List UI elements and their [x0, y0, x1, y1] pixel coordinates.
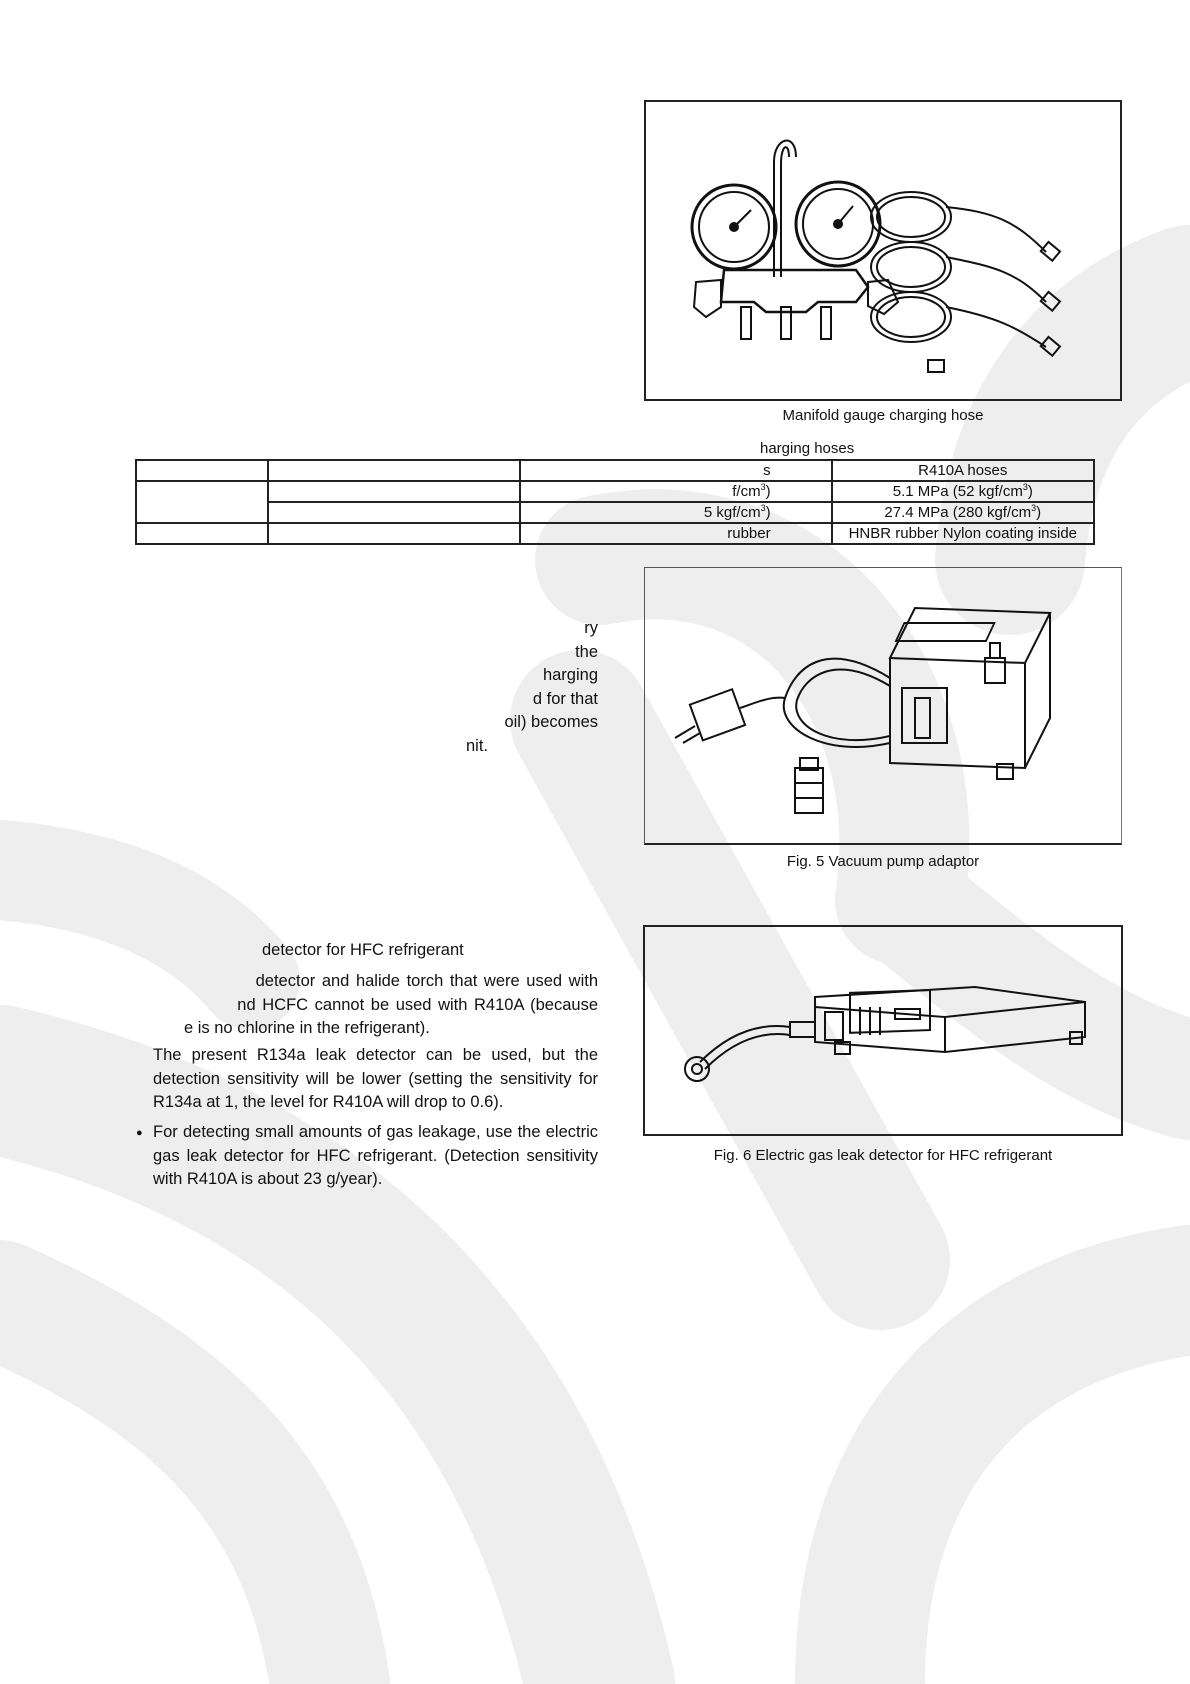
table-cell — [520, 502, 832, 523]
figure-caption-manifold: Manifold gauge charging hose — [782, 407, 984, 424]
table-cell — [268, 481, 520, 502]
table-cell — [268, 460, 520, 481]
leak-fragment-3: e is no chlorine in the refrigerant). — [184, 1019, 430, 1037]
table-cell: HNBR rubber Nylon coating inside — [832, 523, 1094, 544]
table-cell — [268, 502, 520, 523]
text-line: oil) becomes — [504, 713, 598, 731]
text-line: d for that — [532, 689, 598, 708]
paragraph-text: For detecting small amounts of gas leakage, use the electric gas leak detector for HFC refrigerant. (Detection sensitivity with R410A is about 23 g/year). — [153, 1123, 598, 1188]
leak-section-heading: detector for HFC refrigerant — [262, 941, 464, 959]
table-cell: s — [520, 460, 832, 481]
figure-manifold-gauge — [644, 100, 1122, 401]
table-cell — [268, 523, 520, 544]
table-cell — [832, 502, 1094, 523]
table-row — [136, 502, 1094, 523]
vacuum-pump-illustration — [645, 568, 1119, 842]
table-cell: rubber — [520, 523, 832, 544]
table-cell — [136, 481, 268, 523]
leak-paragraph-r134a — [153, 1044, 598, 1115]
figure-caption-vacuum: Fig. 5 Vacuum pump adaptor — [786, 853, 980, 870]
cell-text: 5 kgf/$cm^3$) — [703, 503, 771, 521]
table-cell — [136, 523, 268, 544]
text-line: nit. — [465, 736, 488, 755]
table-row — [136, 460, 1094, 481]
cell-text: 5.1 MPa (52 kgf/$cm^3$) — [892, 482, 1033, 500]
table-row — [136, 481, 1094, 502]
figure-caption-leak-detector: Fig. 6 Electric gas leak detector for HFC refrigerant — [713, 1147, 1053, 1164]
paragraph-text: The present R134a leak detector can be used, but the detection sensitivity will be lower (setting the sensitivity for R134a at 1, the level for R410A will drop to 0.6). — [153, 1046, 598, 1111]
manifold-gauge-illustration — [646, 102, 1120, 399]
cell-text: 27.4 MPa (280 kgf/$cm^3$) — [884, 503, 1042, 521]
text-line: ry — [584, 619, 598, 637]
cell-text: $f/cm^3$) — [732, 482, 771, 500]
table-title: harging hoses — [760, 440, 855, 457]
leak-fragment-2: nd HCFC cannot be used with R410A (because — [237, 996, 598, 1014]
table-cell: R410A hoses — [832, 460, 1094, 481]
table-cell — [520, 481, 832, 502]
text-line: the — [575, 642, 598, 661]
bullet-icon: ● — [136, 1127, 143, 1139]
charging-hose-table — [135, 459, 1095, 545]
figure-vacuum-pump-adaptor — [644, 567, 1122, 845]
leak-paragraph-small-leakage — [153, 1121, 598, 1192]
figure-gas-leak-detector — [643, 925, 1123, 1136]
vacuum-text-fragments — [300, 617, 598, 758]
table-cell — [136, 460, 268, 481]
leak-fragment-1: detector and halide torch that were used with — [255, 972, 598, 990]
table-cell — [832, 481, 1094, 502]
text-line: harging — [542, 666, 598, 684]
table-row — [136, 523, 1094, 544]
leak-detector-illustration — [645, 927, 1121, 1134]
